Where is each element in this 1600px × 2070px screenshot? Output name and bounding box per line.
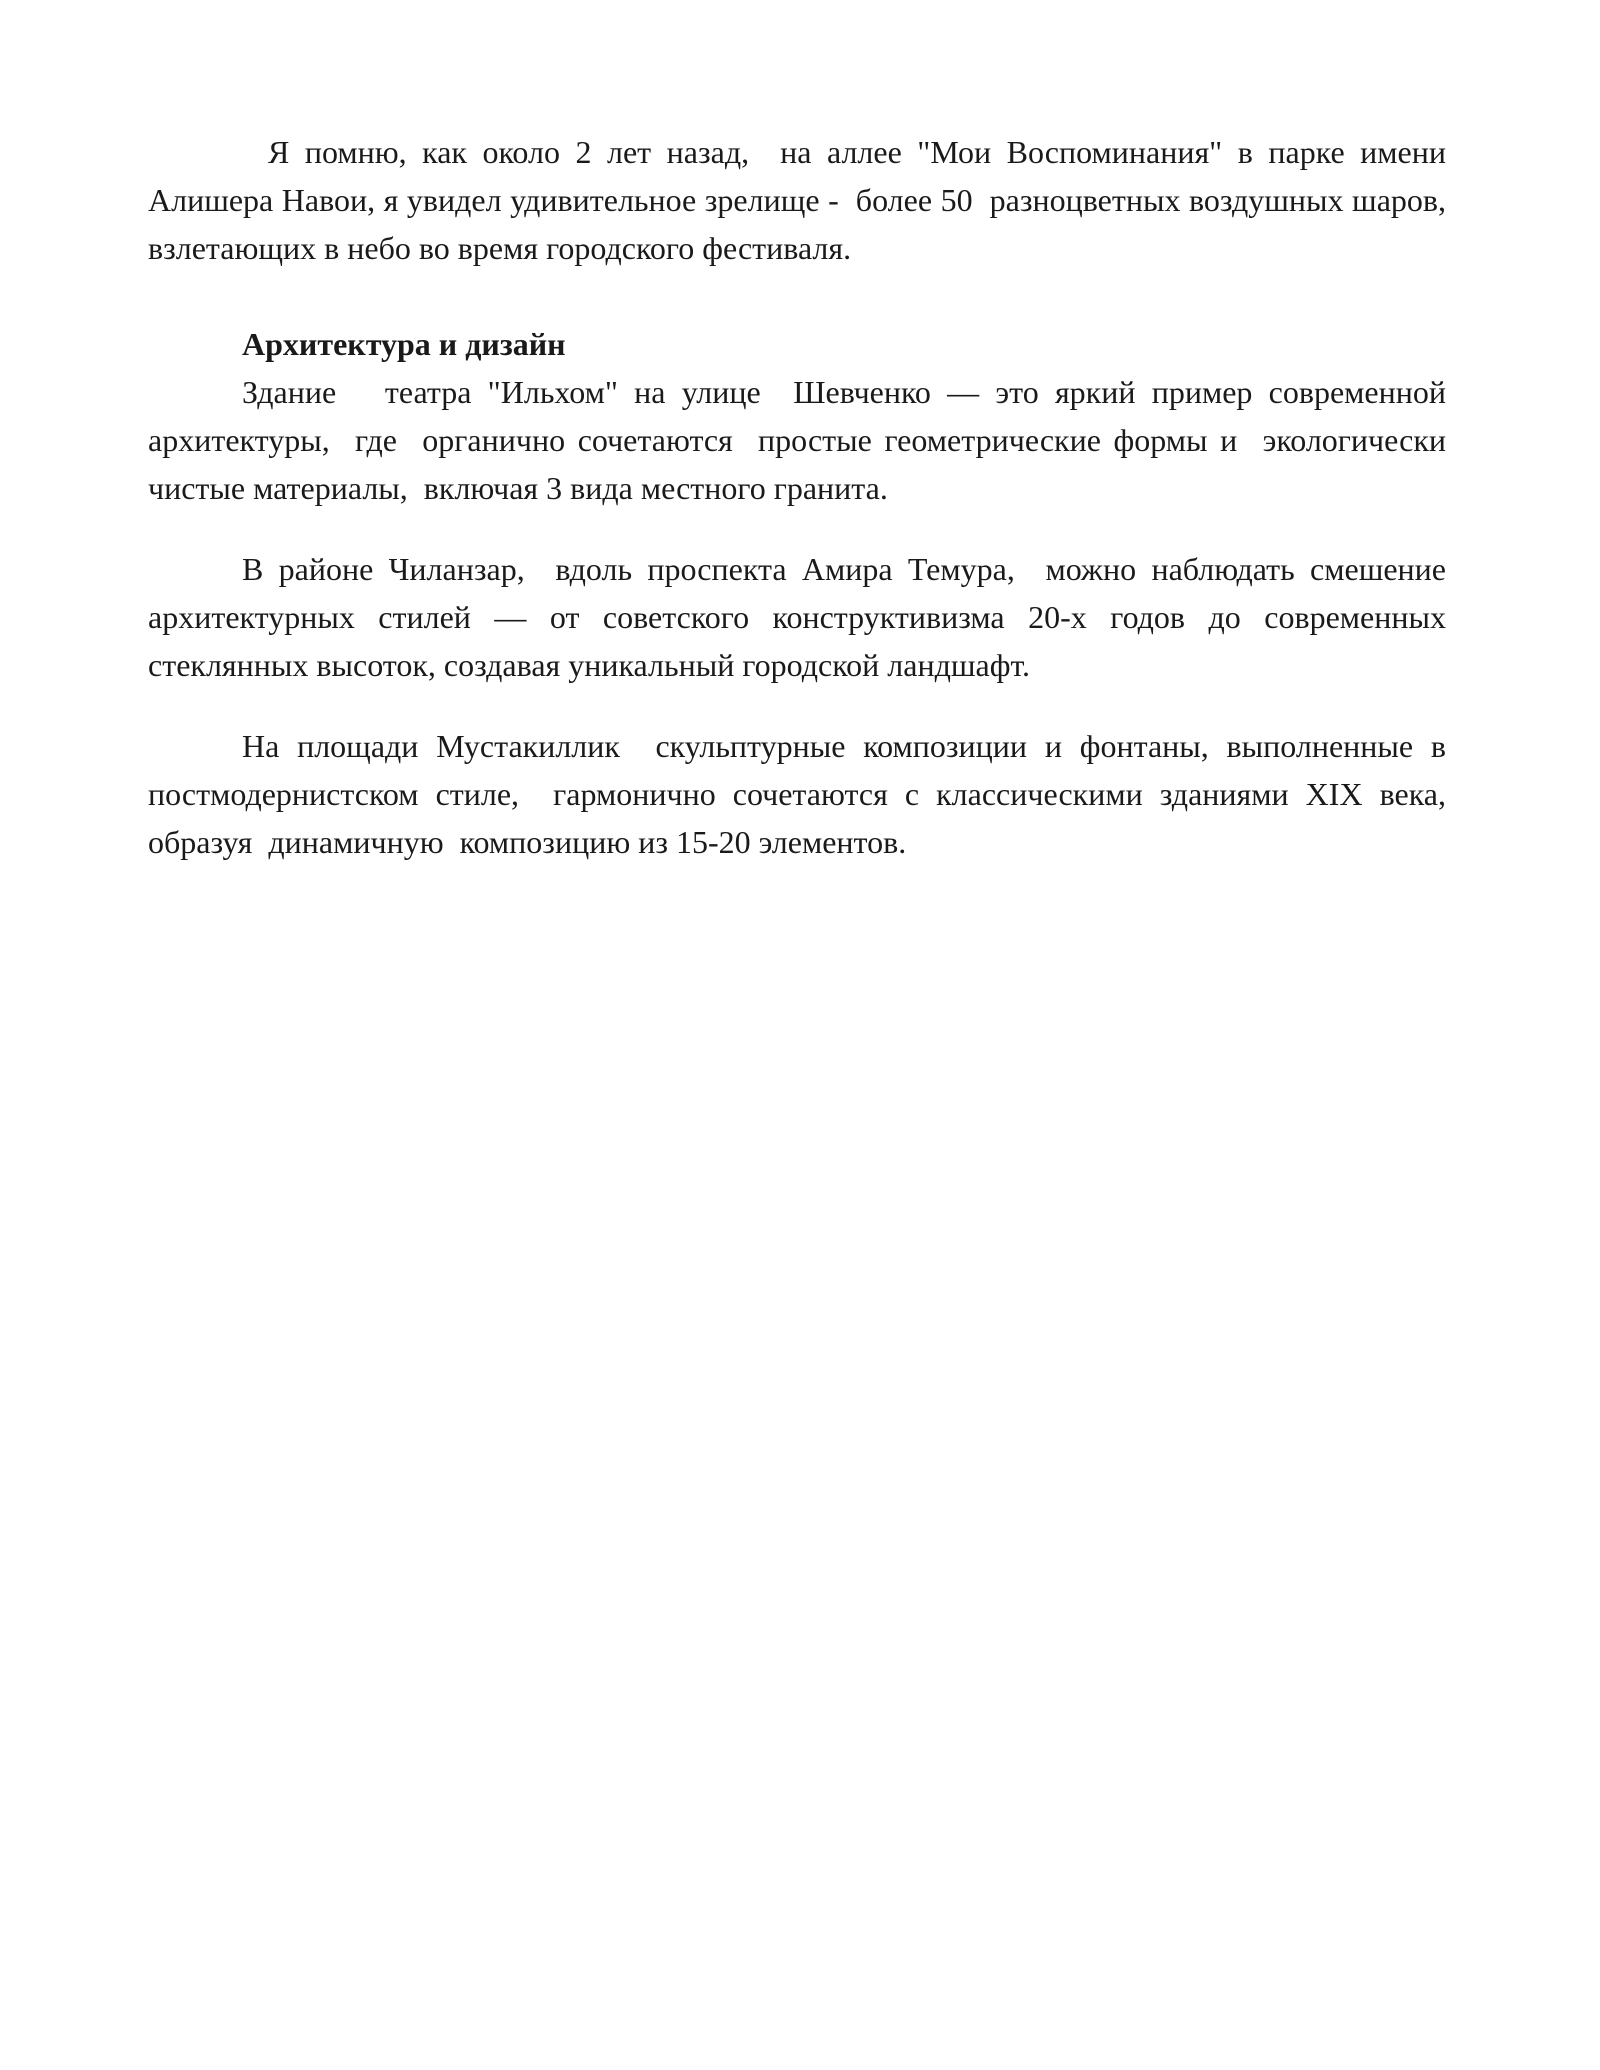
paragraph-spacer	[148, 272, 1446, 320]
document-body	[148, 128, 1462, 866]
paragraph-spacer	[148, 689, 1446, 722]
paragraph-chilanzar: В районе Чиланзар, вдоль проспекта Амира Темура, можно наблюдать смешение архитектурных стилей — от советского конструктивизма 20-х годов до современных стеклянных высоток, создавая уникальный городской ландшафт.	[148, 551, 1454, 683]
paragraph-mustakillik: На площади Мустакиллик скульптурные композиции и фонтаны, выполненные в постмодернистском стиле, гармонично сочетаются с классическими зданиями XIX века, образуя динамичную композицию из 15-20 элементов.	[148, 728, 1454, 860]
section-heading: Архитектура и дизайн	[242, 326, 566, 362]
paragraph-theatre: Здание театра "Ильхом" на улице Шевченко — это яркий пример современной архитектуры, где органично сочетаются простые геометрические формы и экологически чистые материалы, включая 3 вида местного гранита.	[148, 374, 1454, 506]
intro-paragraph: Я помню, как около 2 лет назад, на аллее "Мои Воспоминания" в парке имени Алишера Навои, я увидел удивительное зрелище - более 50 разноцветных воздушных шаров, взлетающих в небо во время городского фестиваля.	[148, 134, 1462, 266]
paragraph-spacer	[148, 512, 1446, 545]
